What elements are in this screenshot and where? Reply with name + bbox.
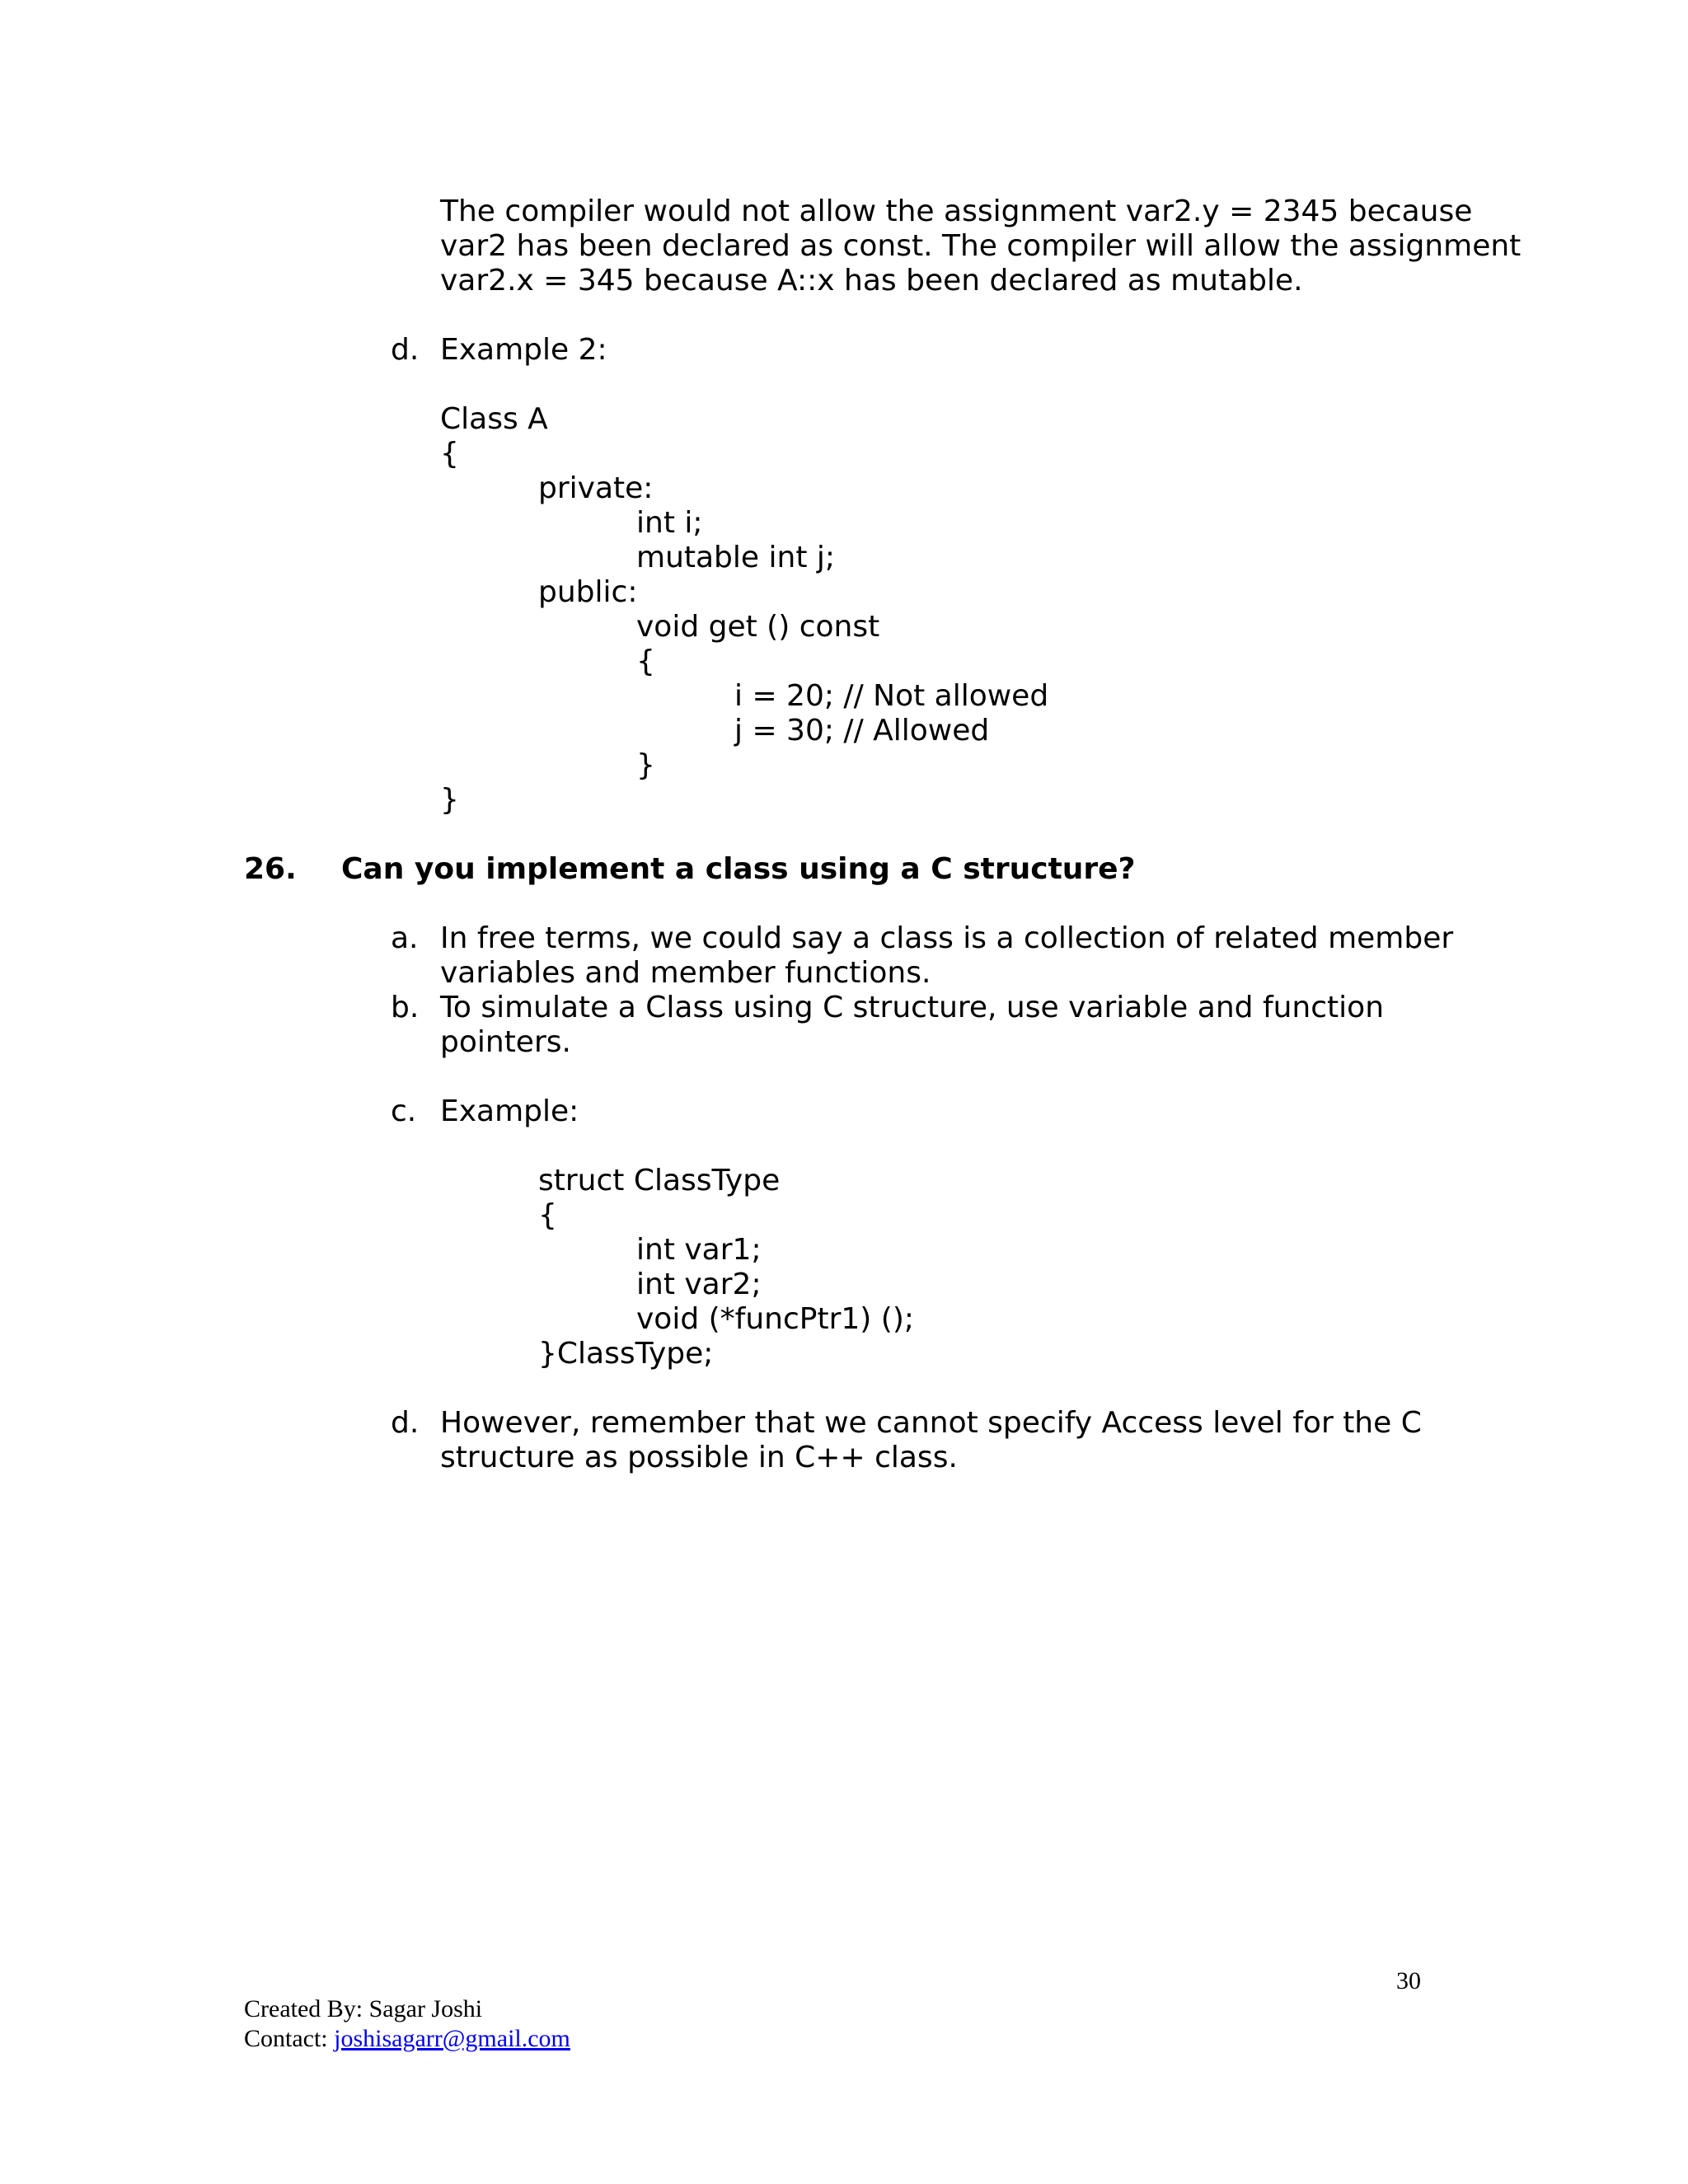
struct-code-line: int var1; [636, 1233, 762, 1267]
code-line: } [636, 748, 655, 782]
code-line: private: [538, 471, 654, 505]
footer-contact [244, 2024, 570, 2054]
footer-contact-label: Contact: [244, 2025, 335, 2052]
code-line: mutable int j; [636, 541, 836, 574]
answer-a-marker: a. [391, 921, 419, 955]
code-line: i = 20; // Not allowed [734, 679, 1049, 713]
answer-a-line-1: In free terms, we could say a class is a collection of related member [440, 921, 1454, 955]
question-number: 26. [244, 852, 297, 886]
answer-b-line-1: To simulate a Class using C structure, use variable and function [440, 991, 1385, 1024]
answer-c-marker: c. [391, 1094, 417, 1128]
answer-d-marker: d. [391, 1406, 420, 1440]
contact-email-link[interactable]: joshisagarr@gmail.com [334, 2025, 570, 2052]
struct-code-line: struct ClassType [538, 1164, 781, 1197]
struct-code-line: { [538, 1198, 557, 1232]
answer-d-line-2: structure as possible in C++ class. [440, 1441, 958, 1474]
footer-created-by: Created By: Sagar Joshi [244, 1995, 483, 2022]
struct-code-line: int var2; [636, 1268, 762, 1301]
page-number: 30 [1396, 1967, 1421, 1994]
intro-line-1: The compiler would not allow the assignment var2.y = 2345 because [440, 194, 1473, 228]
code-line: public: [538, 575, 638, 609]
intro-line-3: var2.x = 345 because A::x has been declared as mutable. [440, 264, 1303, 298]
answer-d-line-1: However, remember that we cannot specify Access level for the C [440, 1406, 1422, 1440]
answer-b-line-2: pointers. [440, 1025, 571, 1059]
code-line: void get () const [636, 610, 880, 644]
question-title: Can you implement a class using a C structure? [341, 852, 1136, 886]
answer-c-line-1: Example: [440, 1094, 579, 1128]
example2-title: Example 2: [440, 333, 607, 367]
answer-a-line-2: variables and member functions. [440, 956, 931, 990]
code-line: int i; [636, 506, 703, 540]
example2-marker: d. [391, 333, 420, 367]
code-line: j = 30; // Allowed [734, 714, 990, 748]
answer-b-marker: b. [391, 991, 420, 1024]
code-line: } [440, 783, 459, 817]
struct-code-line: void (*funcPtr1) (); [636, 1302, 915, 1336]
struct-code-line: }ClassType; [538, 1337, 714, 1371]
intro-line-2: var2 has been declared as const. The compiler will allow the assignment [440, 229, 1522, 263]
code-line: { [440, 437, 459, 471]
code-line: Class A [440, 402, 548, 436]
code-line: { [636, 644, 655, 678]
